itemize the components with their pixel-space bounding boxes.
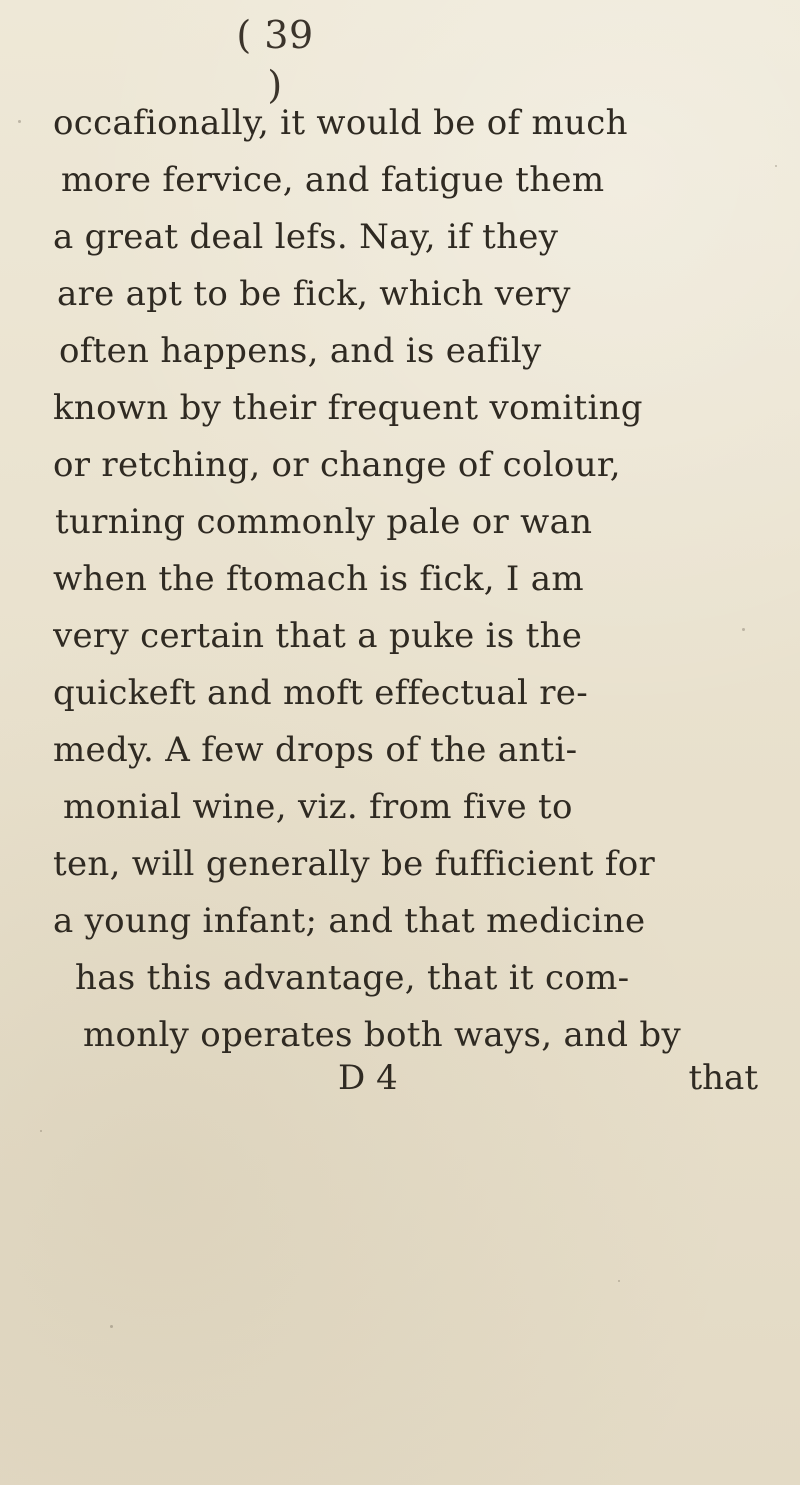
- paper-speck: [18, 120, 21, 123]
- text-line: a great deal lefs. Nay, if they: [53, 217, 559, 257]
- text-line: often happens, and is eafily: [59, 331, 542, 371]
- signature-mark: D 4: [338, 1058, 398, 1098]
- paper-speck: [775, 165, 777, 167]
- page-number: ( 39 ): [236, 13, 314, 107]
- text-line: monly operates both ways, and by: [83, 1015, 681, 1055]
- text-line: occafionally, it would be of much: [53, 103, 628, 143]
- catchword: that: [688, 1058, 758, 1098]
- text-line: a young infant; and that medicine: [53, 901, 646, 941]
- text-line: monial wine, viz. from five to: [63, 787, 573, 827]
- paper-speck: [618, 1280, 620, 1282]
- text-line: ten, will generally be fufficient for: [53, 844, 656, 884]
- text-line: quickeft and moft effectual re-: [53, 673, 588, 713]
- paper-speck: [110, 1325, 113, 1328]
- text-line: has this advantage, that it com-: [75, 958, 630, 998]
- paper-speck: [40, 1130, 42, 1132]
- text-line: more fervice, and fatigue them: [61, 160, 605, 200]
- page-footer: [338, 1050, 758, 1106]
- text-line: very certain that a puke is the: [53, 616, 583, 656]
- text-line: are apt to be fick, which very: [57, 274, 571, 314]
- text-line: known by their frequent vomiting: [53, 388, 643, 428]
- body-text: [53, 95, 758, 1064]
- text-line: medy. A few drops of the anti-: [53, 730, 578, 770]
- text-line: when the ftomach is fick, I am: [53, 559, 584, 599]
- text-line: turning commonly pale or wan: [55, 502, 593, 542]
- text-line: or retching, or change of colour,: [53, 445, 621, 485]
